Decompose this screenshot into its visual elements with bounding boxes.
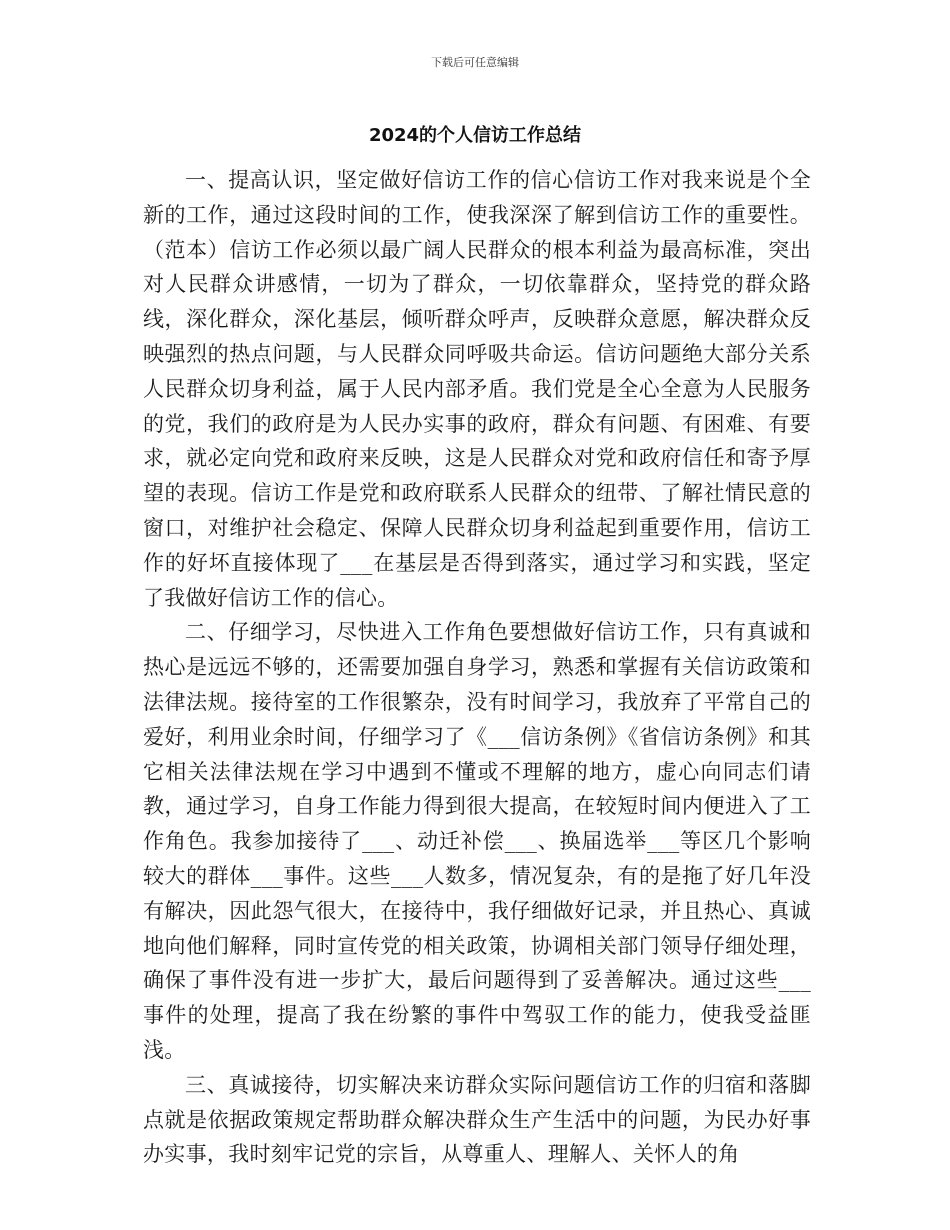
header-note: 下载后可任意编辑 (431, 56, 519, 69)
paragraph-2: 二、仔细学习，尽快进入工作角色要想做好信访工作，只有真诚和热心是远远不够的，还需要加强自身学习，熟悉和掌握有关信访政策和法律法规。接待室的工作很繁杂，没有时间学习，我放弃了平常自己的爱好，利用业余时间，仔细学习了《___信访条例》《省信访条例》和其它相关法律法规在学习中遇到不懂或不理解的地方，虚心向同志们请教，通过学习，自身工作能力得到很大提高，在较短时间内便进入了工作角色。我参加接待了___、动迁补偿___、换届选举___等区几个影响较大的群体___事件。这些___人数多，情况复杂，有的是拖了好几年没有解决，因此怨气很大，在接待中，我仔细做好记录，并且热心、真诚地向他们解释，同时宣传党的相关政策，协调相关部门领导仔细处理，确保了事件没有进一步扩大，最后问题得到了妥善解决。通过这些___事件的处理，提高了我在纷繁的事件中驾驭工作的能力，使我受益匪浅。 (143, 620, 811, 1062)
paragraph-3: 三、真诚接待，切实解决来访群众实际问题信访工作的归宿和落脚点就是依据政策规定帮助群众解决群众生产生活中的问题，为民办好事办实事，我时刻牢记党的宗旨，从尊重人、理解人、关怀人的角 (143, 1072, 811, 1167)
document-title: 2024的个人信访工作总结 (368, 125, 582, 146)
document-body (143, 163, 811, 1172)
paragraph-1: 一、提高认识，坚定做好信访工作的信心信访工作对我来说是个全新的工作，通过这段时间的工作，使我深深了解到信访工作的重要性。（范本）信访工作必须以最广阔人民群众的根本利益为最高标准，突出对人民群众讲感情，一切为了群众，一切依靠群众，坚持党的群众路线，深化群众，深化基层，倾听群众呼声，反映群众意愿，解决群众反映强烈的热点问题，与人民群众同呼吸共命运。信访问题绝大部分关系人民群众切身利益，属于人民内部矛盾。我们党是全心全意为人民服务的党，我们的政府是为人民办实事的政府，群众有问题、有困难、有要求，就必定向党和政府来反映，这是人民群众对党和政府信任和寄予厚望的表现。信访工作是党和政府联系人民群众的纽带、了解社情民意的窗口，对维护社会稳定、保障人民群众切身利益起到重要作用，信访工作的好坏直接体现了___在基层是否得到落实，通过学习和实践，坚定了我做好信访工作的信心。 (143, 168, 811, 610)
